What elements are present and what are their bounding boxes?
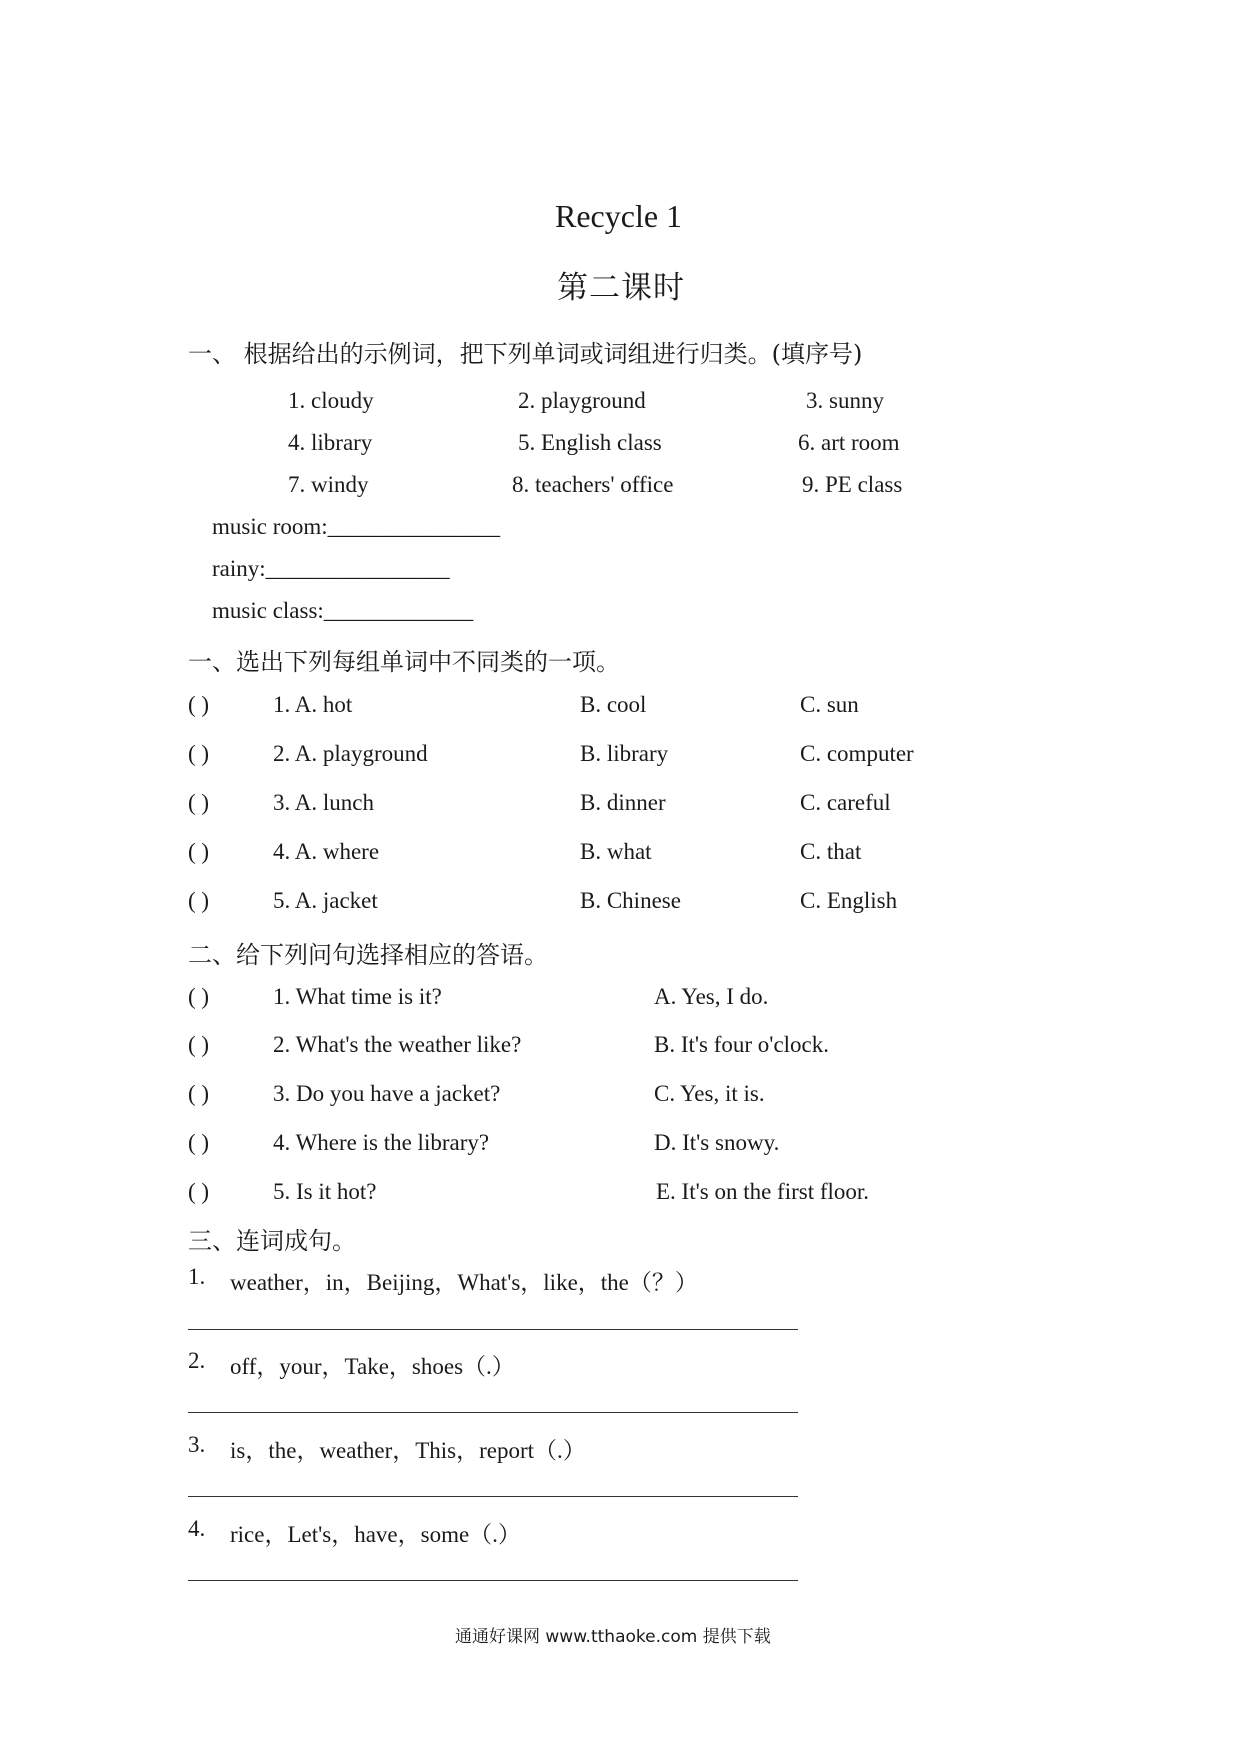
- answer-paren[interactable]: ( ): [188, 1130, 210, 1155]
- sentence-number: 2.: [188, 1348, 206, 1373]
- answer-line[interactable]: [188, 1412, 798, 1413]
- category-rainy[interactable]: rainy:________________: [212, 556, 450, 581]
- answer-line[interactable]: [188, 1496, 798, 1497]
- answer-paren[interactable]: ( ): [188, 1081, 210, 1106]
- answer-paren[interactable]: ( ): [188, 790, 210, 815]
- word-item: 6. art room: [798, 430, 900, 455]
- answer-line[interactable]: [188, 1580, 798, 1581]
- answer-paren[interactable]: ( ): [188, 741, 210, 766]
- sentence-words: is，the，weather，This，report（.）: [230, 1438, 586, 1463]
- sentence-number: 4.: [188, 1516, 206, 1541]
- word-item: 3. sunny: [806, 388, 884, 413]
- option-c: C. sun: [800, 692, 859, 717]
- question: 3. Do you have a jacket?: [273, 1081, 501, 1106]
- option-a: 1. A. hot: [273, 692, 353, 717]
- option-b: B. Chinese: [580, 888, 681, 913]
- section4-heading: 三、连词成句。: [188, 1227, 356, 1255]
- option-a: 3. A. lunch: [273, 790, 374, 815]
- answer-option: B. It's four o'clock.: [654, 1032, 830, 1057]
- word-item: 4. library: [288, 430, 373, 455]
- word-item: 1. cloudy: [288, 388, 374, 413]
- word-item: 7. windy: [288, 472, 369, 497]
- option-c: C. that: [800, 839, 862, 864]
- sentence-words: weather，in，Beijing，What's，like，the（？）: [230, 1270, 698, 1295]
- word-item: 8. teachers' office: [512, 472, 674, 497]
- sentence-words: rice，Let's，have，some（.）: [230, 1522, 521, 1547]
- answer-option: D. It's snowy.: [654, 1130, 780, 1155]
- page-title: Recycle 1: [555, 198, 683, 234]
- option-b: B. cool: [580, 692, 647, 717]
- answer-paren[interactable]: ( ): [188, 1179, 210, 1204]
- sentence-words: off，your，Take，shoes（.）: [230, 1354, 515, 1379]
- option-c: C. careful: [800, 790, 891, 815]
- answer-paren[interactable]: ( ): [188, 888, 210, 913]
- option-b: B. dinner: [580, 790, 666, 815]
- option-a: 5. A. jacket: [273, 888, 378, 913]
- answer-paren[interactable]: ( ): [188, 984, 210, 1009]
- option-a: 2. A. playground: [273, 741, 428, 766]
- question: 1. What time is it?: [273, 984, 442, 1009]
- section2-heading: 一、选出下列每组单词中不同类的一项。: [188, 648, 620, 676]
- word-item: 5. English class: [518, 430, 662, 455]
- question: 5. Is it hot?: [273, 1179, 377, 1204]
- section3-heading: 二、给下列问句选择相应的答语。: [188, 941, 548, 969]
- sentence-number: 3.: [188, 1432, 206, 1457]
- option-c: C. English: [800, 888, 898, 913]
- option-a: 4. A. where: [273, 839, 380, 864]
- answer-line[interactable]: [188, 1329, 798, 1330]
- answer-paren[interactable]: ( ): [188, 839, 210, 864]
- option-b: B. library: [580, 741, 669, 766]
- option-b: B. what: [580, 839, 652, 864]
- option-c: C. computer: [800, 741, 914, 766]
- answer-option: A. Yes, I do.: [654, 984, 769, 1009]
- answer-option: E. It's on the first floor.: [656, 1179, 870, 1204]
- word-item: 2. playground: [518, 388, 646, 413]
- page-subtitle: 第二课时: [557, 270, 685, 305]
- answer-paren[interactable]: ( ): [188, 692, 210, 717]
- footer-credit: 通通好课网 www.tthaoke.com 提供下载: [455, 1627, 771, 1647]
- category-music-room[interactable]: music room:_______________: [212, 514, 501, 539]
- section1-heading: 一、 根据给出的示例词，把下列单词或词组进行归类。(填序号): [188, 340, 863, 368]
- answer-option: C. Yes, it is.: [654, 1081, 765, 1106]
- question: 2. What's the weather like?: [273, 1032, 522, 1057]
- sentence-number: 1.: [188, 1264, 206, 1289]
- word-item: 9. PE class: [802, 472, 903, 497]
- question: 4. Where is the library?: [273, 1130, 490, 1155]
- category-music-class[interactable]: music class:_____________: [212, 598, 474, 623]
- answer-paren[interactable]: ( ): [188, 1032, 210, 1057]
